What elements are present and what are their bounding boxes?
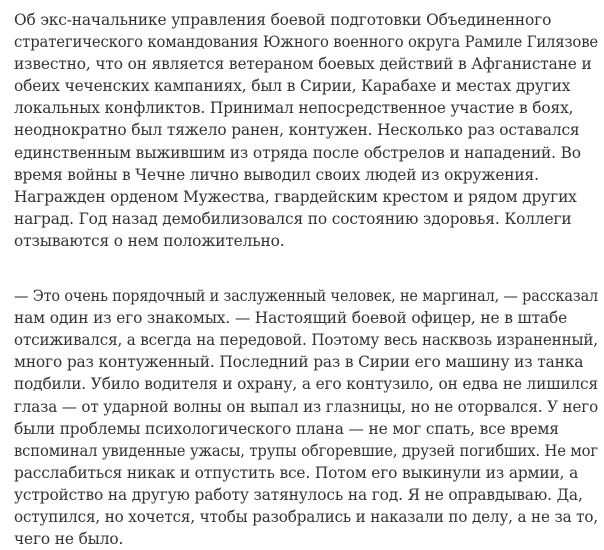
text-line: глаза — от ударной волны он выпал из глазницы, но не оторвался. У него xyxy=(14,397,599,416)
paragraph-spacer xyxy=(14,252,598,285)
text-line: расслабиться никак и отпустить все. Потом его выкинули из армии, а xyxy=(14,463,579,482)
text-line: Награжден орденом Мужества, гвардейским крестом и рядом других xyxy=(14,187,577,206)
paragraph-1 xyxy=(14,9,598,252)
article-body xyxy=(14,9,598,550)
text-line: известно, что он является ветераном боевых действий в Афганистане и xyxy=(14,55,592,74)
text-line: время войны в Чечне лично выводил своих людей из окружения. xyxy=(14,165,539,184)
text-line: стратегического командования Южного военного округа Рамиле Гилязове xyxy=(14,33,599,52)
text-line: подбили. Убило водителя и охрану, а его контузило, он едва не лишился xyxy=(14,375,599,394)
text-line: были проблемы психологического плана — не мог спать, все время xyxy=(14,419,559,438)
text-line: Об экс-начальнике управления боевой подготовки Объединенного xyxy=(14,11,552,29)
text-line: чего не было. xyxy=(14,530,124,549)
text-line: нам один из его знакомых. — Настоящий боевой офицер, не в штабе xyxy=(14,309,568,328)
text-line: вспоминал увиденные ужасы, трупы обгоревшие, друзей погибших. Не мог xyxy=(14,441,599,460)
text-line: локальных конфликтов. Принимал непосредственное участие в боях, xyxy=(14,99,574,118)
paragraph-2 xyxy=(14,285,598,550)
text-line: оступился, но хочется, чтобы разобрались и наказали по делу, а не за то, xyxy=(14,507,599,526)
text-line: наград. Год назад демобилизовался по состоянию здоровья. Коллеги xyxy=(14,209,572,228)
text-line: много раз контуженный. Последний раз в Сирии его машину из танка xyxy=(14,353,584,372)
text-line: обеих чеченских кампаниях, был в Сирии, Карабахе и местах других xyxy=(14,77,571,96)
text-line: единственным выжившим из отряда после обстрелов и нападений. Во xyxy=(14,143,581,162)
text-line: неоднократно был тяжело ранен, контужен. Несколько раз оставался xyxy=(14,121,580,140)
text-line: — Это очень порядочный и заслуженный человек, не маргинал, — рассказал xyxy=(14,287,599,306)
text-line: отсиживался, а всегда на передовой. Поэтому весь насквозь израненный, xyxy=(14,331,598,350)
text-line: отзываются о нем положительно. xyxy=(14,231,285,250)
text-line: устройство на другую работу затянулось на год. Я не оправдываю. Да, xyxy=(14,485,583,504)
